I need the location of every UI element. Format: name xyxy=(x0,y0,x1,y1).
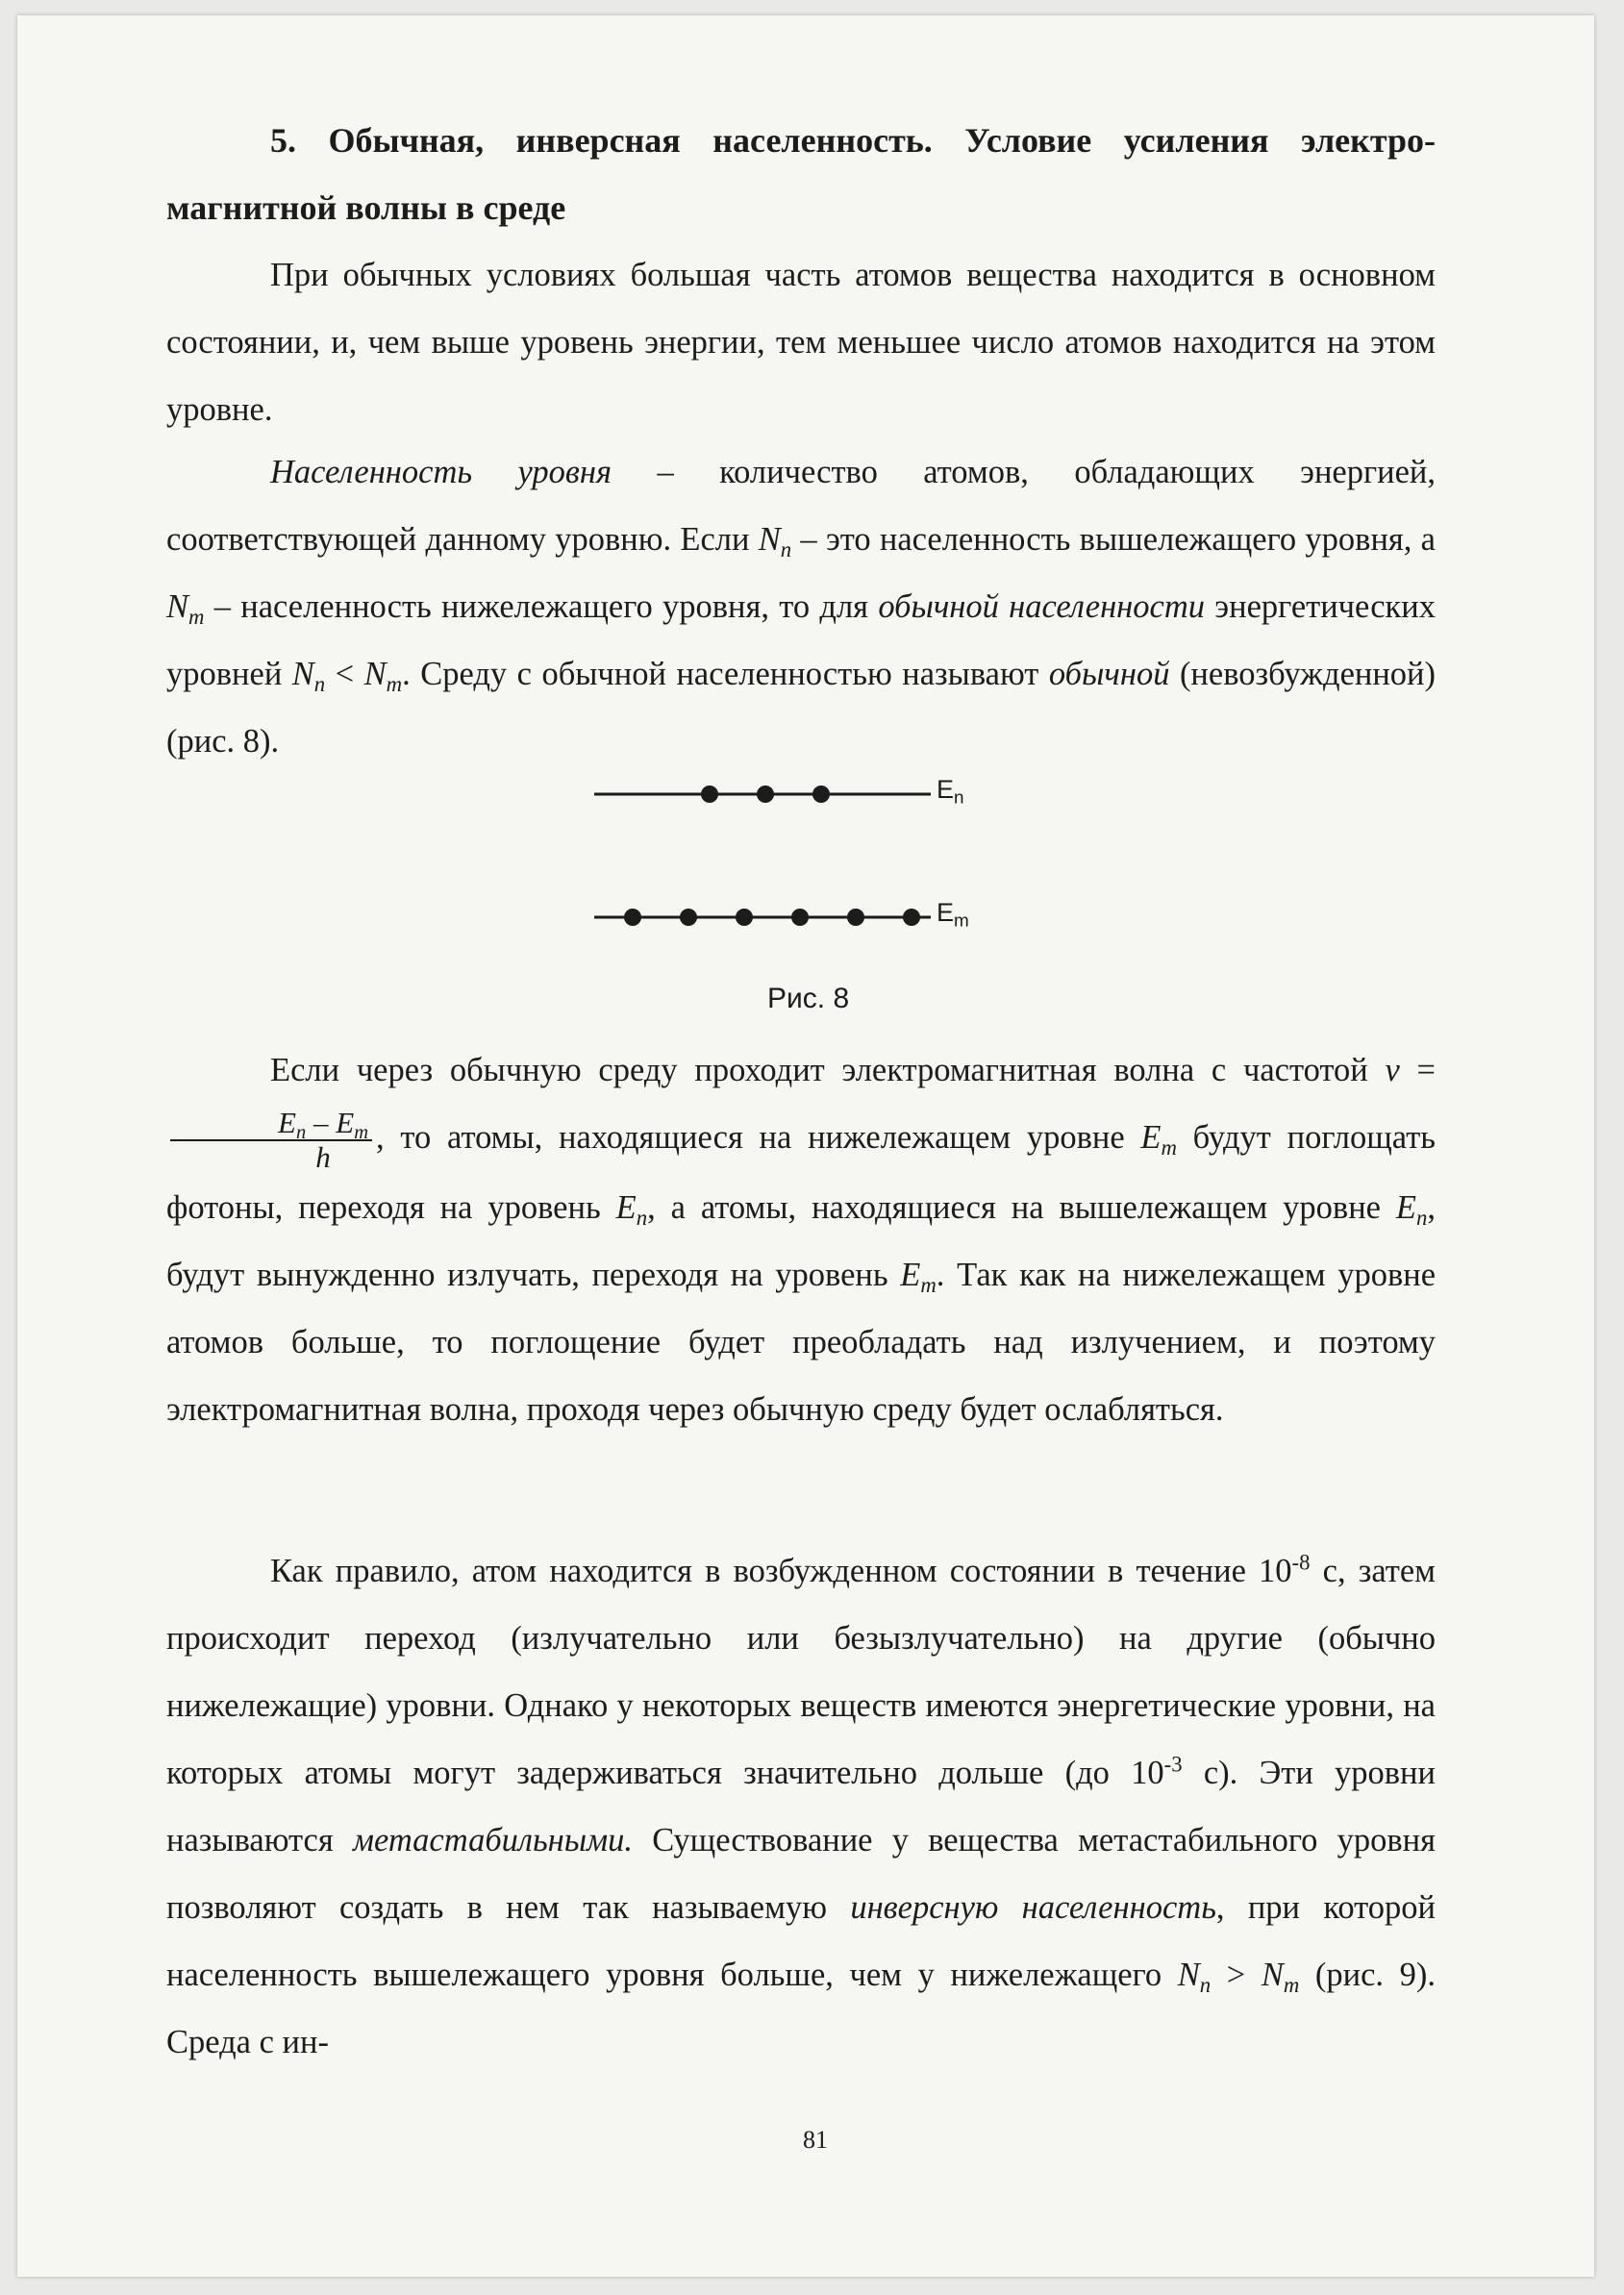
lower-level-atom xyxy=(791,909,809,926)
symbol-N: N xyxy=(363,656,387,692)
text-run: . Так как на нижележащем уровне атомов больше, то поглощение будет преобладать над излучением, и поэтому электромагнитная волна, проходя через обычную среду будет ослабляться. xyxy=(166,1257,1437,1429)
greater-than-sign: > xyxy=(1211,1957,1262,1993)
text-run: – это населенность вышележащего уровня, а xyxy=(791,521,1436,558)
subscript-n: n xyxy=(636,1206,648,1231)
upper-level-atom xyxy=(701,786,718,803)
num-minus-E: – E xyxy=(306,1105,355,1139)
upper-energy-level xyxy=(594,786,931,803)
subscript-n: n xyxy=(1415,1206,1428,1231)
term-normal-medium: обычной xyxy=(1048,656,1170,692)
text-run: (рис. 9). Среда с ин- xyxy=(166,1957,1436,2060)
upper-level-atom xyxy=(812,786,830,803)
less-than-sign: < xyxy=(325,656,364,692)
symbol-N: N xyxy=(166,588,189,625)
text-run: , при которой населенность вышележащего уровня больше, чем у нижележащего xyxy=(166,1889,1436,1993)
subscript-m: m xyxy=(188,604,205,629)
text-run: – населенность нижележащего уровня, то для xyxy=(204,588,879,625)
text-run: , будут вынужденно излучать, переходя на уровень xyxy=(166,1189,1436,1294)
upper-level-atom xyxy=(757,786,774,803)
text-run: будут поглощать фотоны, переходя на уровень xyxy=(166,1119,1437,1227)
fraction-numerator xyxy=(170,1105,372,1144)
text-run: энергетических уровней xyxy=(166,588,1436,692)
text-run: с). Эти уровни называются xyxy=(166,1755,1436,1858)
text-run: . Среду с обычной населенностью называют xyxy=(402,656,1049,692)
num-sub-n: n xyxy=(295,1122,307,1144)
exponent: -3 xyxy=(1163,1752,1183,1777)
paragraph-3 xyxy=(166,1036,1436,1443)
lower-energy-level xyxy=(594,909,931,926)
energy-level-diagram xyxy=(17,15,1594,1073)
text-run: – количество атомов, обладающих энергией, соответствующей данному уровню. Если xyxy=(166,454,1436,558)
term-level-population: Населенность уровня xyxy=(270,454,612,490)
equals-sign: = xyxy=(1399,1052,1436,1088)
document-page xyxy=(17,15,1594,2277)
symbol-N: N xyxy=(1177,1957,1200,1993)
num-E: E xyxy=(278,1105,296,1139)
text-run: (невозбужденной) (рис. 8). xyxy=(166,656,1437,760)
lower-level-atom xyxy=(903,909,920,926)
symbol-N: N xyxy=(291,656,314,692)
lower-level-atom xyxy=(736,909,753,926)
term-inverse-population: инверсную населенность xyxy=(850,1889,1216,1926)
paragraph-4 xyxy=(166,1537,1436,2076)
frequency-fraction xyxy=(170,1107,372,1174)
heading-line-1: 5. Обычная, инверсная населенность. Условие усиления электро- xyxy=(270,121,1436,160)
subscript-n: n xyxy=(780,536,792,561)
paragraph-4-block xyxy=(166,1537,1436,2076)
exponent: -8 xyxy=(1291,1550,1311,1575)
label-E: E xyxy=(937,898,955,927)
text-run: Как правило, атом находится в возбужденном состоянии в течение 10 xyxy=(270,1553,1292,1589)
symbol-E: E xyxy=(1140,1119,1162,1156)
paragraph-1: При обычных условиях большая часть атомов вещества находится в основном состоянии, и, чем выше уровень энергии, тем меньшее число атомов находится на этом уровне. xyxy=(166,257,1436,428)
page-number: 81 xyxy=(803,2126,828,2154)
text-run: с, затем происходит переход (излучательно или безызлучательно) на другие (обычно нижележащие) уровни. Однако у некоторых веществ имеются энергетические уровни, на которых атомы могут задерживаться значительно дольше (до 10 xyxy=(166,1553,1436,1791)
symbol-N: N xyxy=(1261,1957,1284,1993)
lower-level-label xyxy=(937,898,969,932)
subscript-n: n xyxy=(313,671,326,696)
label-sub-n: n xyxy=(954,787,964,809)
term-metastable: метастабильными. xyxy=(352,1822,634,1858)
lower-level-atom xyxy=(624,909,641,926)
upper-level-label xyxy=(937,775,964,809)
fraction-denominator: h xyxy=(315,1140,331,1175)
symbol-nu: ν xyxy=(1385,1052,1400,1088)
lower-level-atom xyxy=(847,909,864,926)
heading-line-2: магнитной волны в среде xyxy=(166,188,566,227)
symbol-E: E xyxy=(900,1257,921,1294)
lower-level-atom xyxy=(680,909,697,926)
symbol-N: N xyxy=(758,521,781,558)
figure-caption: Рис. 8 xyxy=(767,983,850,1014)
text-run: , а атомы, находящиеся на вышележащем уровне xyxy=(647,1189,1396,1227)
term-normal-population: обычной населенности xyxy=(878,588,1206,625)
label-sub-m: m xyxy=(954,911,969,932)
num-sub-m: m xyxy=(354,1122,369,1144)
subscript-m: m xyxy=(1161,1135,1177,1160)
subscript-n: n xyxy=(1199,1972,1212,1997)
symbol-E: E xyxy=(1395,1189,1416,1227)
label-E: E xyxy=(937,775,955,804)
subscript-m: m xyxy=(920,1273,937,1298)
subscript-m: m xyxy=(386,671,403,696)
text-run: , то атомы, находящиеся на нижележащем уровне xyxy=(376,1119,1141,1156)
symbol-E: E xyxy=(615,1189,637,1227)
text-run: Если через обычную среду проходит электромагнитная волна с частотой xyxy=(270,1052,1386,1088)
text-run: Существование у вещества метастабильного уровня позволяют создать в нем так называемую xyxy=(166,1822,1436,1926)
subscript-m: m xyxy=(1283,1972,1300,1997)
paragraph-3-block xyxy=(166,1036,1436,1443)
